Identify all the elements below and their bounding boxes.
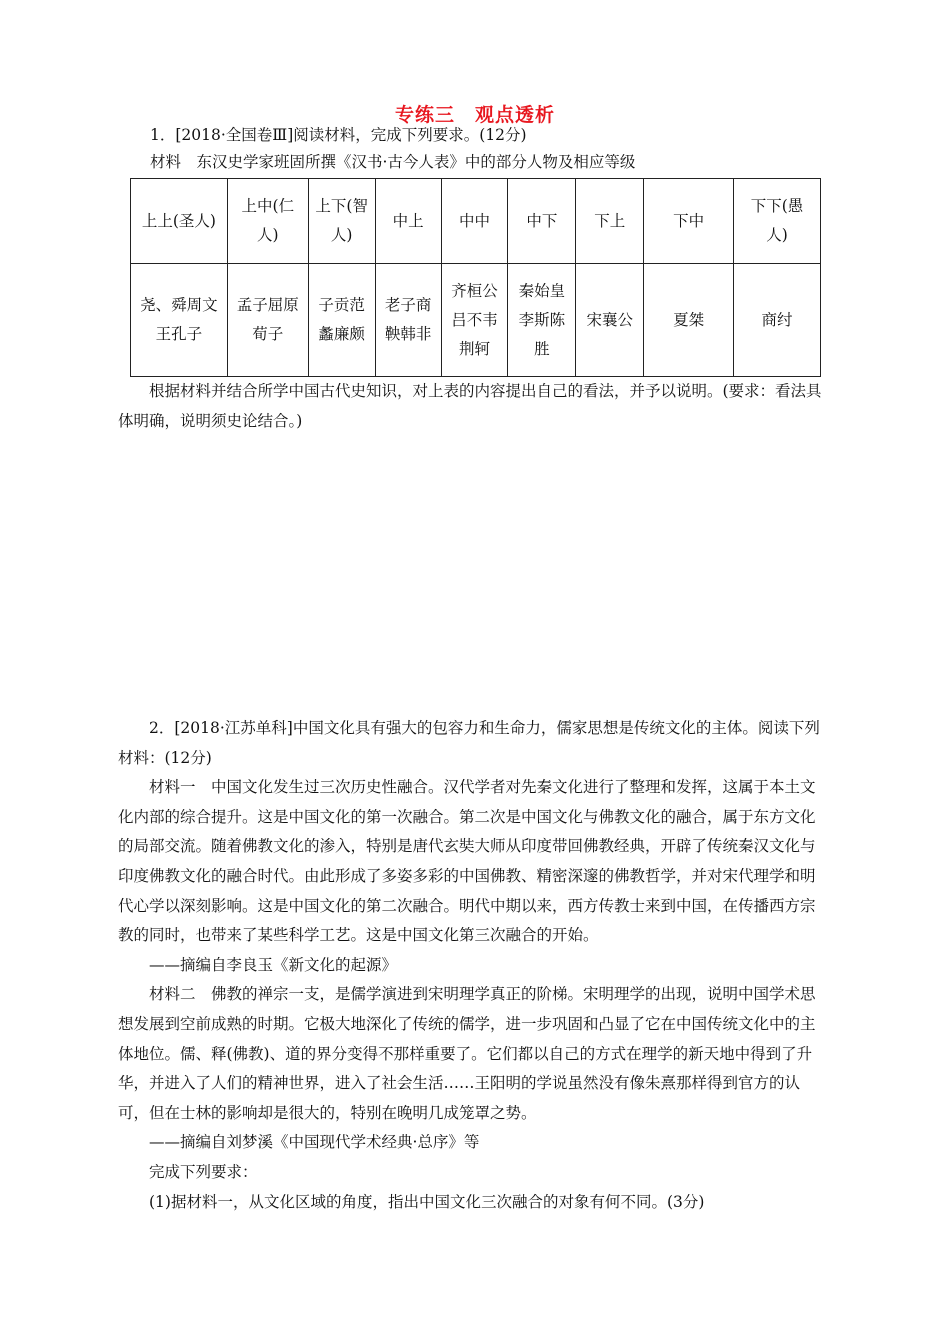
q2-material-1: 材料一 中国文化发生过三次历史性融合。汉代学者对先秦文化进行了整理和发挥，这属于本土文化内部的综合提升。这是中国文化的第一次融合。第二次是中国文化与佛教文化的融合，属于东方文化的局部交流。随着佛教文化的渗入，特别是唐代玄奘大师从印度带回佛教经典，开辟了传统秦汉文化与印度佛教文化的融合时代。由此形成了多姿多彩的中国佛教、精密深邃的佛教哲学，并对宋代理学和明代心学以深刻影响。这是中国文化的第二次融合。明代中期以来，西方传教士来到中国，在传播西方宗教的同时，也带来了某些科学工艺。这是中国文化第三次融合的开始。 <box>118 778 816 945</box>
table-cell: 夏桀 <box>644 264 734 377</box>
table-cell: 商纣 <box>734 264 821 377</box>
q1-material-caption: 材料 东汉史学家班固所撰《汉书·古今人表》中的部分人物及相应等级 <box>150 153 636 171</box>
table-header-cell: 下下(愚人) <box>734 179 821 264</box>
table-cell: 尧、舜周文王孔子 <box>131 264 228 377</box>
page-title: 专练三 观点透析 <box>394 104 555 126</box>
q2-stem: 2．[2018·江苏单科]中国文化具有强大的包容力和生命力，儒家思想是传统文化的主体。阅读下列材料：(12分) <box>118 719 820 767</box>
table-row <box>131 264 821 377</box>
q2-prompt: 完成下列要求： <box>149 1162 258 1181</box>
q2-material-2-source: ——摘编自刘梦溪《中国现代学术经典·总序》等 <box>149 1133 480 1152</box>
table-header-cell: 上中(仁人) <box>227 179 308 264</box>
table-cell: 孟子屈原荀子 <box>227 264 308 377</box>
table-header-cell: 下中 <box>644 179 734 264</box>
table-header-row <box>131 179 821 264</box>
table-cell: 秦始皇李斯陈胜 <box>508 264 576 377</box>
table-cell: 齐桓公吕不韦荆轲 <box>441 264 508 377</box>
q2-material-2: 材料二 佛教的禅宗一支，是儒学演进到宋明理学真正的阶梯。宋明理学的出现，说明中国学术思想发展到空前成熟的时期。它极大地深化了传统的儒学，进一步巩固和凸显了它在中国传统文化中的主体地位。儒、释(佛教)、道的界分变得不那样重要了。它们都以自己的方式在理学的新天地中得到了升华，并进入了人们的精神世界，进入了社会生活……王阳明的学说虽然没有像朱熹那样得到官方的认可，但在士林的影响却是很大的，特别在晚明几成笼罩之势。 <box>118 985 816 1122</box>
question-2 <box>118 714 830 1217</box>
table-cell: 子贡范蠡廉颇 <box>308 264 375 377</box>
table-header-cell: 中上 <box>375 179 441 264</box>
table-header-cell: 上上(圣人) <box>131 179 228 264</box>
table-cell: 老子商鞅韩非 <box>375 264 441 377</box>
q2-material-1-source: ——摘编自李良玉《新文化的起源》 <box>149 955 398 974</box>
table-header-cell: 中中 <box>441 179 508 264</box>
table-header-cell: 上下(智人) <box>308 179 375 264</box>
table-cell: 宋襄公 <box>576 264 644 377</box>
table-header-cell: 中下 <box>508 179 576 264</box>
ranking-table <box>130 178 821 377</box>
table-header-cell: 下上 <box>576 179 644 264</box>
q1-stem: 1．[2018·全国卷Ⅲ]阅读材料，完成下列要求。(12分) <box>150 126 527 144</box>
q2-subquestion-1: (1)据材料一，从文化区域的角度，指出中国文化三次融合的对象有何不同。(3分) <box>149 1192 705 1211</box>
q1-requirement: 根据材料并结合所学中国古代史知识，对上表的内容提出自己的看法，并予以说明。(要求：看法具体明确，说明须史论结合。) <box>118 382 822 430</box>
